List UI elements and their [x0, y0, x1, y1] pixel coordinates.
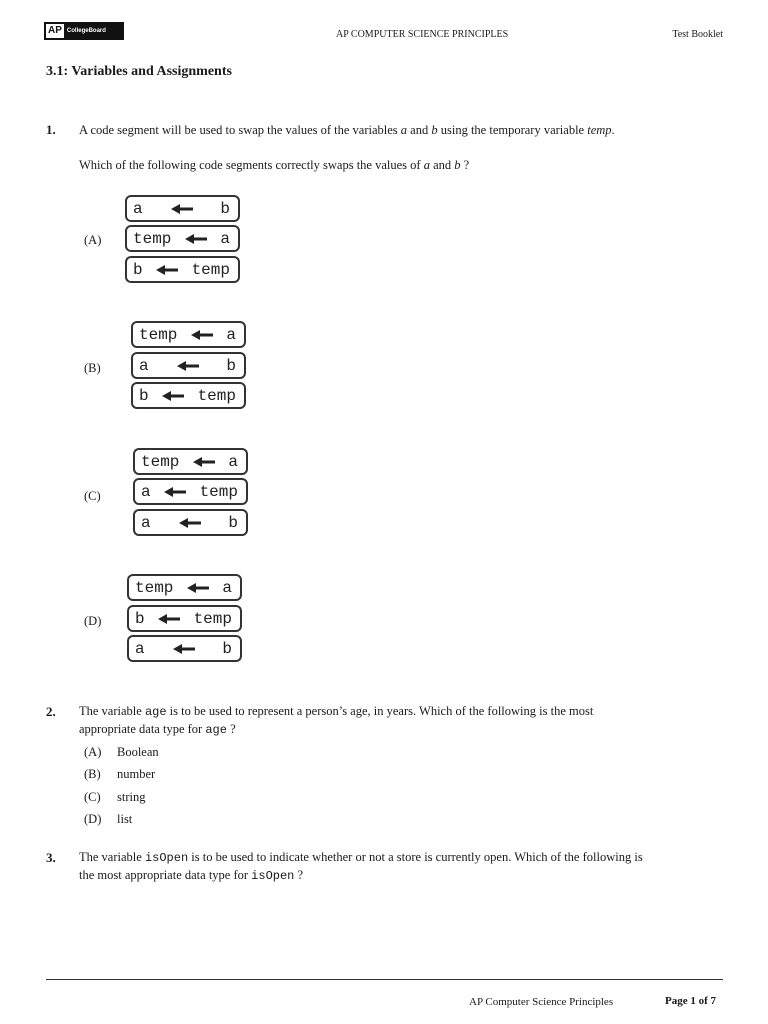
code-block-line	[131, 382, 246, 409]
q2-option-a-text: Boolean	[117, 745, 159, 759]
q1-var-b: b	[431, 123, 438, 137]
assign-source: temp	[191, 260, 230, 279]
q2-option-d[interactable]	[84, 812, 133, 827]
code-block-line	[127, 574, 242, 601]
q1-prompt-var-a: a	[423, 158, 430, 172]
assign-arrow-icon	[177, 361, 199, 371]
assign-target: a	[141, 513, 151, 532]
assign-arrow-icon	[187, 583, 209, 593]
code-block-line	[133, 478, 248, 505]
q3-text: The variable	[79, 850, 145, 864]
q1-text: using the temporary variable	[437, 123, 588, 137]
assign-arrow-icon	[162, 391, 184, 401]
assign-target: a	[139, 356, 149, 375]
logo-brand-text: CollegeBoard	[66, 28, 106, 34]
assign-arrow-icon	[173, 644, 195, 654]
q1-text: .	[611, 123, 615, 137]
code-block-line	[125, 256, 240, 283]
assign-arrow-icon	[158, 614, 180, 624]
assign-source: a	[222, 578, 232, 597]
assign-target: b	[139, 386, 149, 405]
q2-option-c[interactable]	[84, 790, 146, 805]
assign-source: a	[226, 325, 236, 344]
assign-arrow-icon	[191, 330, 213, 340]
question-1-prompt	[79, 157, 469, 174]
assign-target: temp	[133, 229, 172, 248]
q2-option-d-label: (D)	[84, 812, 102, 826]
assign-source: temp	[197, 386, 236, 405]
question-1-number: 1.	[46, 122, 56, 137]
assign-source: temp	[193, 609, 232, 628]
q1-prompt-text: and	[429, 158, 455, 172]
q3-text: the most appropriate data type for	[79, 868, 252, 882]
assign-target: temp	[141, 452, 180, 471]
code-block-line	[125, 195, 240, 222]
code-block-line	[131, 352, 246, 379]
question-2-statement	[79, 703, 593, 739]
q3-text: ?	[294, 868, 304, 882]
assign-source: b	[220, 199, 230, 218]
footer-course-name: AP Computer Science Principles	[469, 996, 614, 1008]
q3-text: is to be used to indicate whether or not a store is currently open. Which of the following is	[188, 850, 643, 864]
q1-option-d-label[interactable]: (D)	[84, 614, 102, 628]
assign-target: temp	[139, 325, 178, 344]
question-2-number: 2.	[46, 704, 56, 719]
code-block-line	[133, 448, 248, 475]
q3-line-2	[79, 867, 643, 885]
question-3-statement	[79, 849, 643, 885]
header-booklet-label: Test Booklet	[672, 29, 723, 40]
assign-target: a	[133, 199, 143, 218]
q2-option-a[interactable]	[84, 745, 159, 760]
assign-source: b	[226, 356, 236, 375]
q1-option-a-label[interactable]: (A)	[84, 233, 102, 247]
header-course-title: AP COMPUTER SCIENCE PRINCIPLES	[336, 29, 509, 40]
q2-option-a-label: (A)	[84, 745, 102, 759]
q2-text: is to be used to represent a person’s age, in years. Which of the following is the most	[166, 704, 594, 718]
assign-source: temp	[199, 482, 238, 501]
q1-var-a: a	[400, 123, 408, 137]
q1-prompt-text: ?	[460, 158, 470, 172]
footer-divider	[46, 979, 723, 980]
q1-option-b-label[interactable]: (B)	[84, 361, 101, 375]
q3-code-isopen: isOpen	[144, 851, 189, 865]
assign-source: a	[228, 452, 238, 471]
assign-arrow-icon	[156, 265, 178, 275]
q2-text: appropriate data type for	[79, 722, 206, 736]
q2-option-b[interactable]	[84, 767, 156, 782]
assign-target: temp	[135, 578, 174, 597]
q1-prompt-text: Which of the following code segments correctly swaps the values of	[79, 158, 424, 172]
q2-line-1	[79, 703, 593, 721]
assign-target: b	[133, 260, 143, 279]
code-block-line	[125, 225, 240, 252]
code-block-line	[127, 635, 242, 662]
collegeboard-ap-logo	[44, 22, 124, 40]
q2-code-age: age	[205, 723, 227, 737]
code-block-line	[133, 509, 248, 536]
assign-arrow-icon	[171, 204, 193, 214]
assign-arrow-icon	[179, 518, 201, 528]
q2-text: ?	[226, 722, 236, 736]
assign-target: b	[135, 609, 145, 628]
q3-line-1	[79, 849, 643, 867]
q2-code-age: age	[144, 705, 167, 719]
q2-option-b-text: number	[117, 767, 156, 781]
logo-ap-text: AP	[48, 25, 62, 36]
q2-line-2	[79, 721, 593, 739]
q2-option-d-text: list	[117, 812, 133, 826]
code-block-line	[131, 321, 246, 348]
q1-option-c-label[interactable]: (C)	[84, 489, 101, 503]
q2-text: The variable	[79, 704, 145, 718]
code-block-line	[127, 605, 242, 632]
assign-target: a	[141, 482, 151, 501]
assign-arrow-icon	[185, 234, 207, 244]
q2-option-b-label: (B)	[84, 767, 101, 781]
footer-page-number: Page 1 of 7	[665, 995, 717, 1007]
q1-var-temp: temp	[587, 123, 612, 137]
assign-source: b	[222, 639, 232, 658]
section-title: 3.1: Variables and Assignments	[46, 64, 232, 79]
q2-option-c-label: (C)	[84, 790, 101, 804]
q1-text: and	[407, 123, 432, 137]
assign-target: a	[135, 639, 145, 658]
question-1-statement	[79, 122, 615, 139]
assign-arrow-icon	[164, 487, 186, 497]
question-3-number: 3.	[46, 850, 56, 865]
q3-code-isopen: isOpen	[251, 869, 295, 883]
assign-arrow-icon	[193, 457, 215, 467]
q1-text: A code segment will be used to swap the values of the variables	[79, 123, 401, 137]
assign-source: a	[220, 229, 230, 248]
q1-prompt-var-b: b	[454, 158, 461, 172]
q2-option-c-text: string	[117, 790, 146, 804]
assign-source: b	[228, 513, 238, 532]
